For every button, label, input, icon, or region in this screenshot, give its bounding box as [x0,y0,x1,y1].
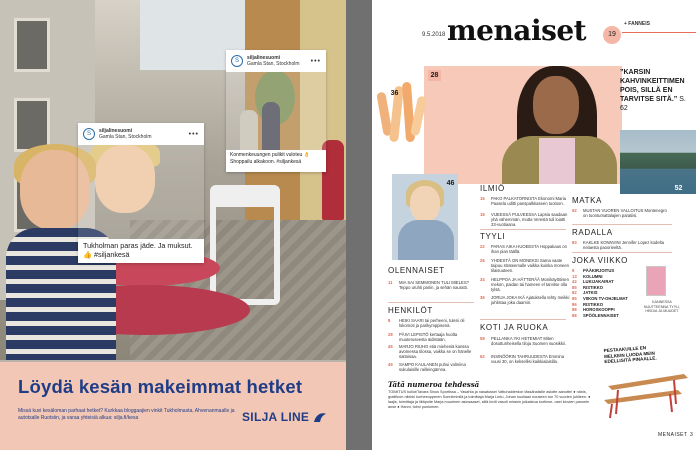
cover-caption: KANNESSA NUUTTEENNA TYYLI, HEIDIA JA MUUDET [643,300,681,314]
toc-item[interactable]: 46 MARJO RIUHO etiä mieheniä kanssa avomessa tilossa, vaikka se on hänelle sattoisaa. [388,344,472,360]
white-chair [210,185,280,305]
window [14,18,50,72]
toc-item[interactable]: 52 MUSTAN VUOREN VALLOITUS Montenegro on tuontumattalajien paratiisi. [572,208,667,219]
post-caption: Konmenkeuungen pulikit vuloteu 👌 Shoppailu alkakoon. #siljankesä [226,150,326,172]
list-item[interactable]: 42 LUKIJAKAIRAT [572,279,614,285]
cover-woman-photo [497,66,622,184]
toc-item[interactable]: 18 VIJEESSÄ PULVEESSA Lapsia saadaan yhä vähemmän, mutta Verestä tuli loiatti 33-vuotiaana. [480,212,568,228]
pull-quote [620,68,692,113]
toc-item[interactable]: 16 PAKO PALKATORNISTA Ekonomi Maria Paasela uditti panspalkkaseen tuotoon. [480,196,567,207]
divider [572,252,672,253]
advertisement-page [0,0,346,450]
divider [480,229,566,230]
list-item[interactable]: 88 HOROSKOOPPI [572,307,615,313]
issue-date: 9.5.2018 [422,32,446,38]
plus-label: + FANNEIS [624,21,650,27]
magazine-contents-page [372,0,696,450]
post-account: siljalinesuomi Gamla Stan, Stockholm [99,128,152,140]
page-badge: 46 [446,180,455,187]
list-item[interactable]: 9 PÄÄKIRJOITUS [572,268,615,273]
section-joka-viikko: JOKA VIIKKO [572,256,628,265]
bench-illustration [604,370,688,420]
toc-item[interactable]: 49 SAMPO KAULANEN puhui valmiina sukulaisille railleingämna. [388,362,466,373]
seal-logo-icon [312,410,328,424]
woman-dress [539,138,575,184]
footer-label: MENAISET [658,432,688,438]
section-tyyli: TYYLI [480,232,506,241]
toc-item[interactable]: 34 HELPPOA JA HÄTTERÄÄ Monikäyttöisen mekon, paidan tai hameen el tarvitse olla tylsä. [480,277,569,293]
cover-thumbnail [646,266,666,296]
post-account: siljalinesuomi Gamla Stan, Stockholm [247,55,300,67]
woman-face [533,76,579,134]
list-item[interactable]: 85 RISTIKKO [572,284,604,290]
section-ilmio: ILMIÖ [480,184,505,193]
post-header [78,123,204,145]
list-item[interactable]: 86 RISTIKKO [572,301,604,307]
ad-body-text: Missä kuvi kesäloman parhaat hetket? Kurkkaa bloggaajien vinkit Tukholmasta, Ahvenanmaalle ja autotsalle Ruotsiin, ja varaa yhteisiä alkua: silja.fi/kesa [18,408,235,421]
toc-item[interactable]: 83 KAKLKE KONNVINI Jennifer Lopez kodelta nelaesta paoorieeltä. [572,240,664,251]
page-gutter [346,0,372,450]
post-caption: Tukholman paras jäde. Ja muksut. 👍 #siljankesä [78,239,204,263]
toc-item[interactable]: 8 HEIKI SAARI tai perheeni, tuleni oli lokomoti ja parikymppisenä. [388,318,465,329]
page-number: 3 [690,432,693,438]
section-radalla: RADALLA [572,228,613,237]
more-options-icon[interactable]: ••• [188,130,199,138]
page-badge: 28 [428,70,441,81]
divider [622,32,696,33]
section-henkilot: HENKILÖT [388,306,433,315]
silja-logo-icon: S [83,128,95,140]
issue-number-badge: 19 [603,26,621,44]
handwritten-note: PESTAAKUILLE EN MELKEIN LUODA MEIN EDELLISITÄ PINAALLE. [603,345,657,365]
instagram-post-ice-cream [78,123,204,263]
ad-headline: Löydä kesän makeimmat hetket [18,376,303,397]
quote-text: ”KARSIN KAHVINKEITTIMEN POIS, SILLÄ EN TARVITSE SITÄ.” [620,69,685,103]
list-item[interactable]: 85 VIIKON TV-OHJELMAT [572,295,628,301]
page-badge: 36 [390,90,399,97]
person-body [398,220,454,260]
toc-item[interactable]: 22 PARAS AIKA HUOEESTA Hoppakaus on ihan pian täällä. [480,244,567,255]
more-options-icon[interactable]: ••• [310,57,321,65]
person-face [410,186,440,222]
weekly-list [572,268,632,318]
list-item[interactable]: 88 SPÖÖLENNAISET [572,312,619,318]
footer-heading: Tätä numeroa tehdessä [388,380,480,389]
lipstick-swatches [378,82,424,146]
divider [388,302,474,303]
section-olennaiset: OLENNAISET [388,266,445,275]
toc-item[interactable]: 28 PÄIVI LEPISTÖ kertaaja huolta muuteruseesta äidistään. [388,332,458,343]
divider [480,319,566,320]
section-koti-ja-ruoka: KOTI JA RUOKA [480,323,549,332]
toc-item[interactable]: 36 JORIJA JOKA IKÄ Ajatuksella tehty meikki juhlistaa joka daamin. [480,295,570,306]
section-matka: MATKA [572,196,602,205]
silja-line-logo[interactable]: SILJA LINE [242,410,310,424]
toc-item[interactable]: 58 PELLANKA YKI HETEMIAT Miten dosuttunheisella tiloja Suomen suosikkii. [480,336,566,347]
instagram-post-shopping [226,50,326,172]
list-item[interactable]: 82 JATKIS [572,290,598,296]
toc-item[interactable]: 11 MIA SAI SEMMONEN TULI MIELES? Teppo uruhti pariin, ja sehän nauratti. [388,280,469,291]
post-header [226,50,326,72]
divider [572,224,672,225]
toc-item[interactable]: 26 YHDESTÄ ON MONEKSI Sama vaate taipuu strateemalle vaikka kuinka moneen tilaisuuteen. [480,258,569,274]
footer-text: TOIMITUS kollot/Tavara Sinus Sportissa – Yasahta ja nasatussei Vattuhalderdon tässänaisille asiotte aanotte! ● nänis, gratificon nilekki korheeopperen Sonniimmilä ja toimittaja Marja Lintu, Johan kuullaan nouseen ton 70 vuoden juhileen. ● laajis, toimittaja ja liitäpolte Marja muurinen asiosaaset, sillä kiviit vasoit mirasin julkaistua kortinse- oset kiovien panoele anse ● Hanni, tolmi ponlomen. [388,390,591,409]
quote-page: S. 62 [620,96,686,112]
silja-logo-icon: S [231,55,243,67]
list-item[interactable]: 13 KOLUMNI [572,273,603,279]
magazine-title: menaiset [447,14,587,47]
toc-item[interactable]: 62 INSINÖÖRIN TAHRUUDESTA Emmina vuusi 30, on keksellisi kaikkialaisilla. [480,354,565,365]
page-badge: 52 [674,185,683,192]
